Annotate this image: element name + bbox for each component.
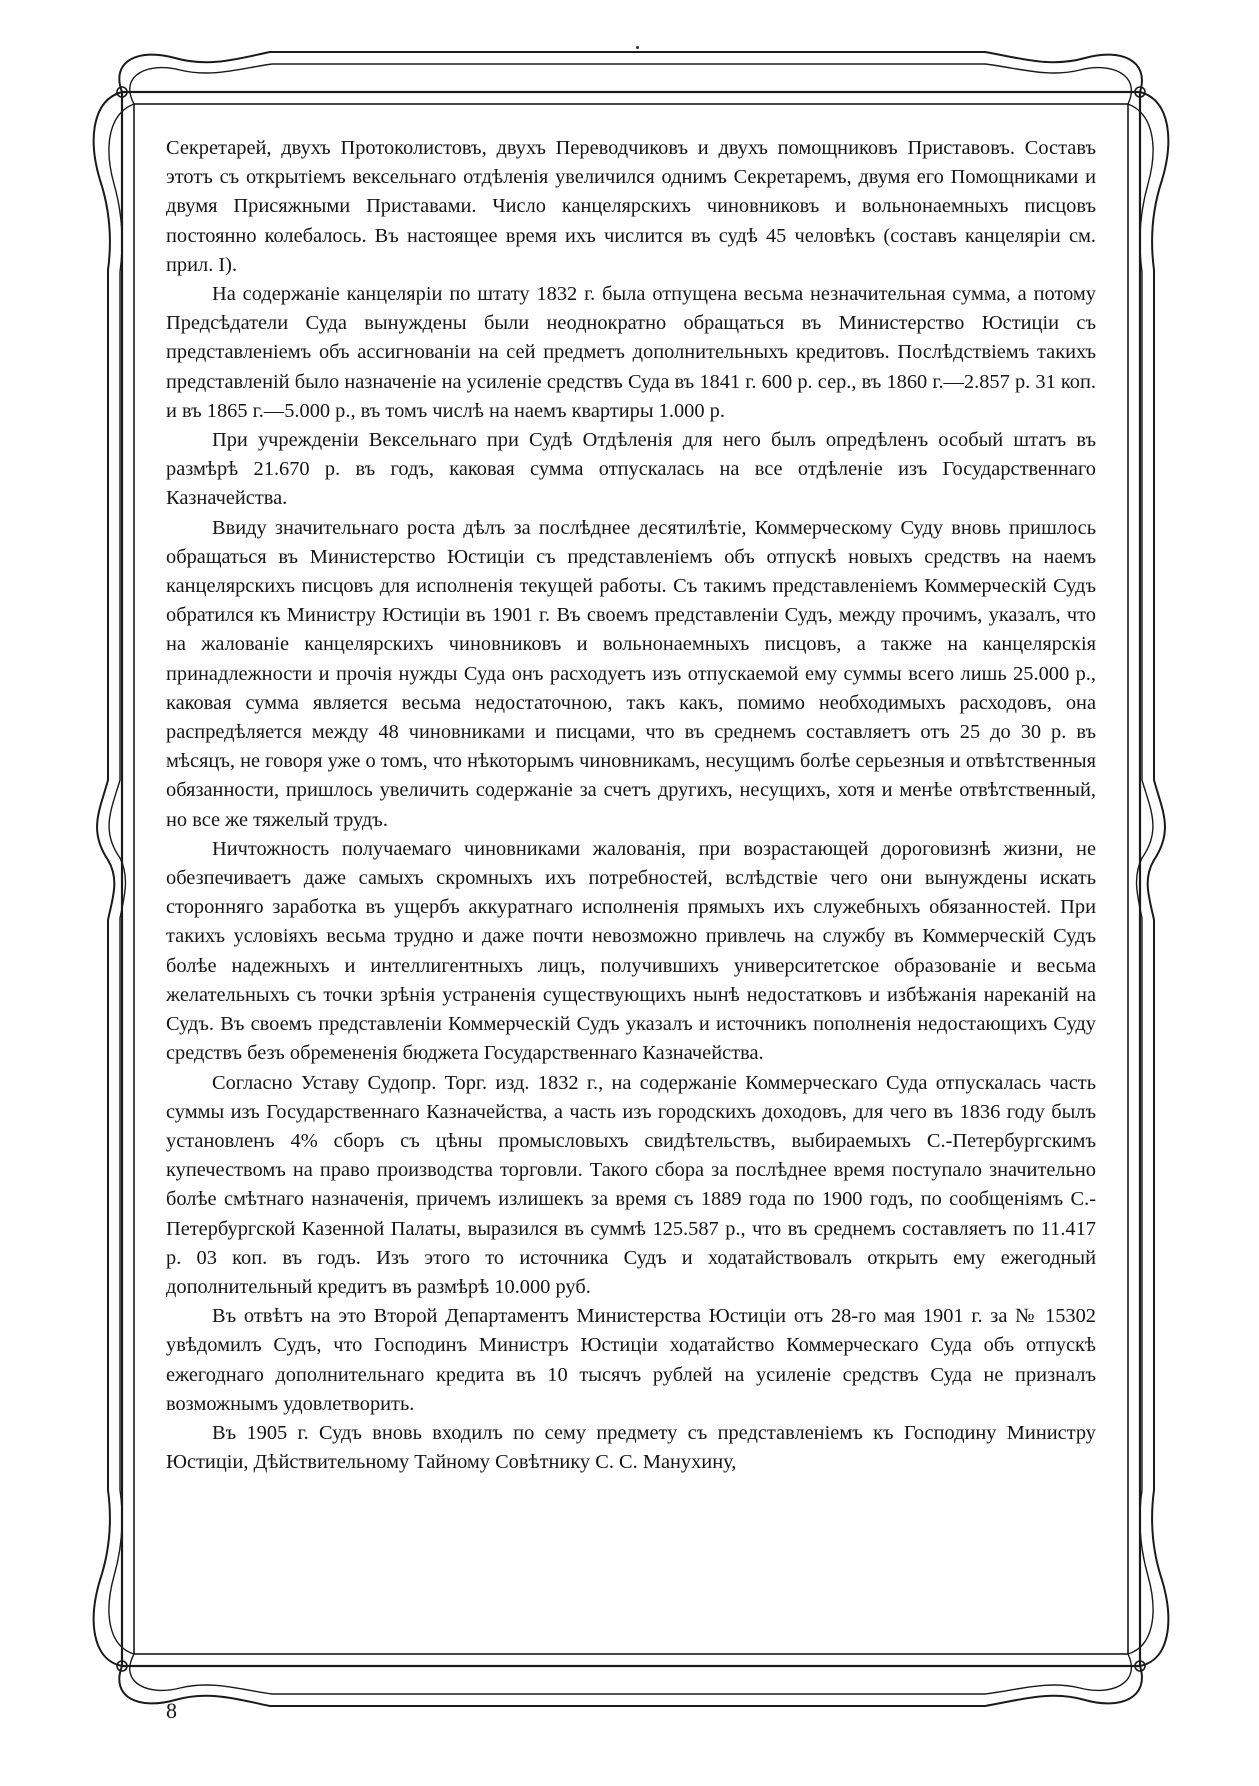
paragraph-7: Въ отвѣтъ на это Второй Департаментъ Министерства Юстиціи отъ 28-го мая 1901 г. за № 15302 увѣдомилъ Судъ, что Господинъ Министръ Юстиціи ходатайство Коммерческаго Суда объ отпускѣ ежегоднаго дополнительнаго кредита въ 10 тысячъ рублей на усиленіе средствъ Суда не призналъ возможнымъ удовлетворить. [166, 1305, 1096, 1415]
paragraph-1: Секретарей, двухъ Протоколистовъ, двухъ Переводчиковъ и двухъ помощниковъ Приставовъ. Составъ этотъ съ открытіемъ вексельнаго отдѣленія увеличился однимъ Секретаремъ, двумя его Помощниками и двумя Присяжными Приставами. Число канцелярскихъ чиновниковъ и вольнонаемныхъ писцовъ постоянно колебалось. Въ настоящее время ихъ числится въ судѣ 45 человѣкъ (составъ канцеляріи см. прил. I). [166, 137, 1096, 276]
paragraph-2: На содержаніе канцеляріи по штату 1832 г. была отпущена весьма незначительная сумма, а потому Предсѣдатели Суда вынуждены были неоднократно обращаться въ Министерство Юстиціи съ представленіемъ объ ассигнованіи на сей предметъ дополнительныхъ кредитовъ. Послѣдствіемъ такихъ представленій было назначеніе на усиленіе средствъ Суда въ 1841 г. 600 р. сер., въ 1860 г.—2.857 р. 31 коп. и въ 1865 г.—5.000 р., въ томъ числѣ на наемъ квартиры 1.000 р. [166, 283, 1096, 422]
paragraph-3: При учрежденіи Вексельнаго при Судѣ Отдѣленія для него былъ опредѣленъ особый штатъ въ размѣрѣ 21.670 р. въ годъ, каковая сумма отпускалась на все отдѣленіе изъ Государственнаго Казначейства. [166, 429, 1096, 510]
paragraph-4: Ввиду значительнаго роста дѣлъ за послѣднее десятилѣтіе, Коммерческому Суду вновь пришлось обращаться въ Министерство Юстиціи съ представленіемъ объ отпускѣ новыхъ средствъ на наемъ канцелярскихъ писцовъ для исполненія текущей работы. Съ такимъ представленіемъ Коммерческій Судъ обратился къ Министру Юстиціи въ 1901 г. Въ своемъ представленіи Судъ, между прочимъ, указалъ, что на жалованіе канцелярскихъ чиновниковъ и вольнонаемныхъ писцовъ, а также на канцелярскія принадлежности и прочія нужды Суда онъ расходуетъ изъ отпускаемой ему суммы всего лишь 25.000 р., каковая сумма является весьма недостаточною, такъ какъ, помимо необходимыхъ расходовъ, она распредѣляется между 48 чиновниками и писцами, что въ среднемъ составляетъ отъ 25 до 30 р. въ мѣсяцъ, не говоря уже о томъ, что нѣкоторымъ чиновникамъ, несущимъ болѣе серьезныя и отвѣтственныя обязанности, пришлось увеличить содержаніе за счетъ другихъ, несущихъ, хотя и менѣе отвѣтственный, но все же тяжелый трудъ. [166, 516, 1096, 831]
body-text [166, 134, 1096, 1477]
paragraph-8: Въ 1905 г. Судъ вновь входилъ по сему предмету съ представленіемъ къ Господину Министру Юстиціи, Дѣйствительному Тайному Совѣтнику С. С. Манухину, [166, 1421, 1096, 1474]
paragraph-5: Ничтожность получаемаго чиновниками жалованія, при возрастающей дороговизнѣ жизни, не обезпечиваетъ даже самыхъ скромныхъ ихъ потребностей, вслѣдствіе чего они вынуждены искать сторонняго заработка въ ущербъ аккуратнаго исполненія прямыхъ ихъ служебныхъ обязанностей. При такихъ условіяхъ весьма трудно и даже почти невозможно привлечь на службу въ Коммерческій Судъ болѣе надежныхъ и интеллигентныхъ лицъ, получившихъ университетское образованіе и весьма желательныхъ съ точки зрѣнія устраненія существующихъ нынѣ недостатковъ и избѣжанія нареканій на Судъ. Въ своемъ представленіи Коммерческій Судъ указалъ и источникъ пополненія недостающихъ Суду средствъ безъ обремененія бюджета Государственнаго Казначейства. [166, 837, 1096, 1065]
page-number: 8 [166, 1698, 177, 1723]
paragraph-6: Согласно Уставу Судопр. Торг. изд. 1832 г., на содержаніе Коммерческаго Суда отпускалась часть суммы изъ Государственнаго Казначейства, а часть изъ городскихъ доходовъ, для чего въ 1836 году былъ установленъ 4% сборъ съ цѣны промысловыхъ свидѣтельствъ, выбираемыхъ С.-Петербургскимъ купечествомъ на право производства торговли. Такого сбора за послѣднее время поступало значительно болѣе смѣтнаго назначенія, причемъ излишекъ за время съ 1889 года по 1900 годъ, по сообщеніямъ С.-Петербургской Казенной Палаты, выразился въ суммѣ 125.587 р., что въ среднемъ составляетъ по 11.417 р. 03 коп. въ годъ. Изъ этого то источника Судъ и ходатайствовалъ открыть ему ежегодный дополнительный кредитъ въ размѣрѣ 10.000 руб. [166, 1071, 1096, 1298]
printer-mark [636, 46, 639, 49]
